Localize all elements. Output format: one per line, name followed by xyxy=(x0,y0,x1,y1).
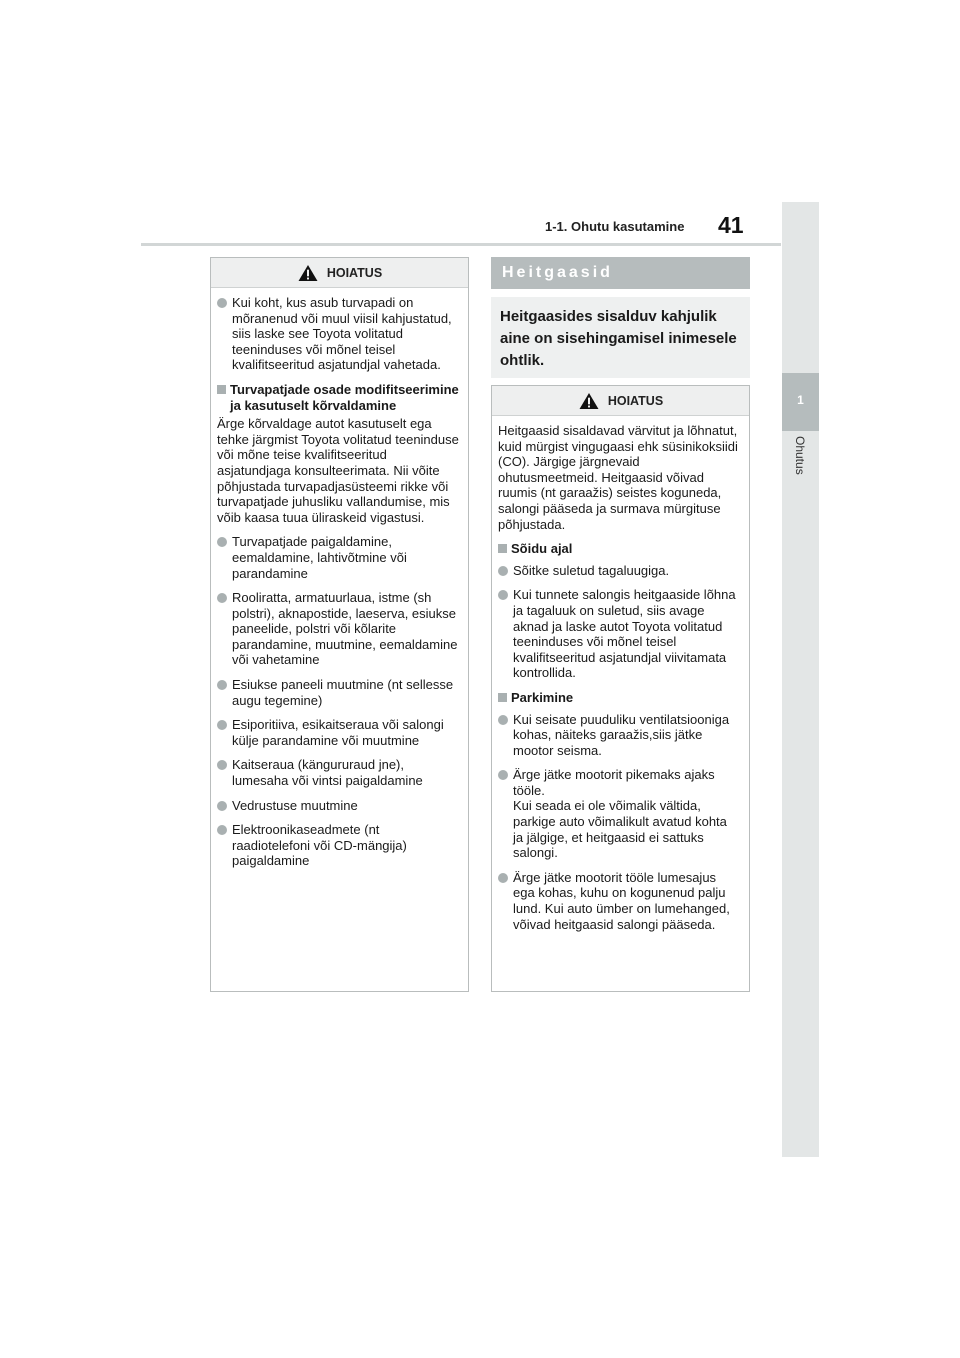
left-warning-box xyxy=(210,257,469,992)
list-item: Vedrustuse muutmine xyxy=(217,798,459,814)
list-item: Kui tunnete salongis heitgaaside lõhna ja tagaluuk on suletud, siis avage aknad ja laske autot Toyota volitatud teeninduses või mõnel teisel kvalifitseeritud asjatundjal viivitamata kontrollida. xyxy=(498,587,740,681)
square-bullet-icon xyxy=(498,693,507,702)
bullet-icon xyxy=(217,720,227,730)
bullet-icon xyxy=(498,873,508,883)
subheading: Sõidu ajal xyxy=(498,541,740,557)
list-item: Turvapatjade paigaldamine, eemaldamine, lahtivõtmine või parandamine xyxy=(217,534,459,581)
bullet-icon xyxy=(217,801,227,811)
section-heading: Heitgaasid xyxy=(491,257,750,289)
warning-title: HOIATUS xyxy=(326,265,383,280)
bullet-icon xyxy=(217,825,227,835)
bullet-icon xyxy=(217,537,227,547)
warning-triangle-icon xyxy=(297,264,319,282)
list-item: Kui koht, kus asub turvapadi on mõranenud või muul viisil kahjustatud, siis laske see Toyota volitatud teeninduses või mõnel teisel kvalifitseeritud asjatundjal vahetada. xyxy=(217,295,459,373)
warning-body xyxy=(211,288,468,869)
list-item: Ärge jätke mootorit pikemaks ajaks tööle. Kui seada ei ole võimalik vältida, parkige auto võimalikult avatud kohta ja jälgige, et heitgaasid ei sattuks salongi. xyxy=(498,767,740,861)
right-warning-box xyxy=(491,385,750,992)
square-bullet-icon xyxy=(217,385,226,394)
warning-body xyxy=(492,416,749,932)
page-number: 41 xyxy=(718,212,744,238)
chapter-label: Ohutus xyxy=(793,436,807,475)
list-item: Sõitke suletud tagaluugiga. xyxy=(498,563,740,579)
list-item: Esiporitiiva, esikaitseraua või salongi külje parandamine või muutmine xyxy=(217,717,459,748)
bullet-icon xyxy=(498,715,508,725)
chapter-number-tab xyxy=(782,373,819,431)
paragraph: Heitgaasid sisaldavad värvitut ja lõhnatut, kuid mürgist vingugaasi ehk süsinikoksiidi (CO). Järgige järgnevaid ohutusmeetmeid. Heitgaasid võivad ruumis (nt garaažis) seistes koguneda, salongi pääseda ja surmava mürgituse põhjustada. xyxy=(498,423,738,532)
section-callout: Heitgaasides sisalduv kahjulik aine on sisehingamisel inimesele ohtlik. xyxy=(491,297,750,378)
warning-triangle-icon xyxy=(578,392,600,410)
bullet-icon xyxy=(217,593,227,603)
list-item: Kui seisate puuduliku ventilatsiooniga kohas, näiteks garaažis,siis jätke mootor seisma. xyxy=(498,712,740,759)
warning-header xyxy=(211,258,468,288)
square-bullet-icon xyxy=(498,544,507,553)
bullet-icon xyxy=(498,770,508,780)
chapter-side-tab xyxy=(782,202,819,1157)
list-item: Ärge jätke mootorit tööle lumesajus ega kohas, kuhu on kogunenud palju lund. Kui auto ümber on lumehanged, võivad heitgaasid salongi pääseda. xyxy=(498,870,740,932)
chapter-number: 1 xyxy=(797,393,804,407)
list-item: Kaitseraua (kängururaud jne), lumesaha või vintsi paigaldamine xyxy=(217,757,459,788)
list-item: Elektroonikaseadmete (nt raadiotelefoni või CD-mängija) paigaldamine xyxy=(217,822,459,869)
bullet-icon xyxy=(498,566,508,576)
paragraph: Ärge kõrvaldage autot kasutuselt ega tehke järgmist Toyota volitatud teeninduse või mõne teise kvalifitseeritud asjatundjaga konsulteerimata. Nii võite põhjustada turvapadjasüsteemi rikke või turvapatjade juhusliku vallandumise, mis võib kaasa tuua üliraskeid vigastusi. xyxy=(217,416,459,525)
list-item: Esiukse paneeli muutmine (nt sellesse augu tegemine) xyxy=(217,677,459,708)
bullet-icon xyxy=(217,760,227,770)
bullet-icon xyxy=(498,590,508,600)
bullet-icon xyxy=(217,298,227,308)
header-divider xyxy=(141,243,781,246)
bullet-icon xyxy=(217,680,227,690)
section-title: 1-1. Ohutu kasutamine xyxy=(545,219,685,234)
subheading: Parkimine xyxy=(498,690,740,706)
subheading: Turvapatjade osade modifitseerimine ja kasutuselt kõrvaldamine xyxy=(217,382,459,413)
warning-title: HOIATUS xyxy=(607,393,664,408)
warning-header xyxy=(492,386,749,416)
list-item: Rooliratta, armatuurlaua, istme (sh polstri), aknapostide, laeserva, esiukse paneelide, polstri või kõlarite parandamine, muutmine, eemaldamine või vahetamine xyxy=(217,590,459,668)
